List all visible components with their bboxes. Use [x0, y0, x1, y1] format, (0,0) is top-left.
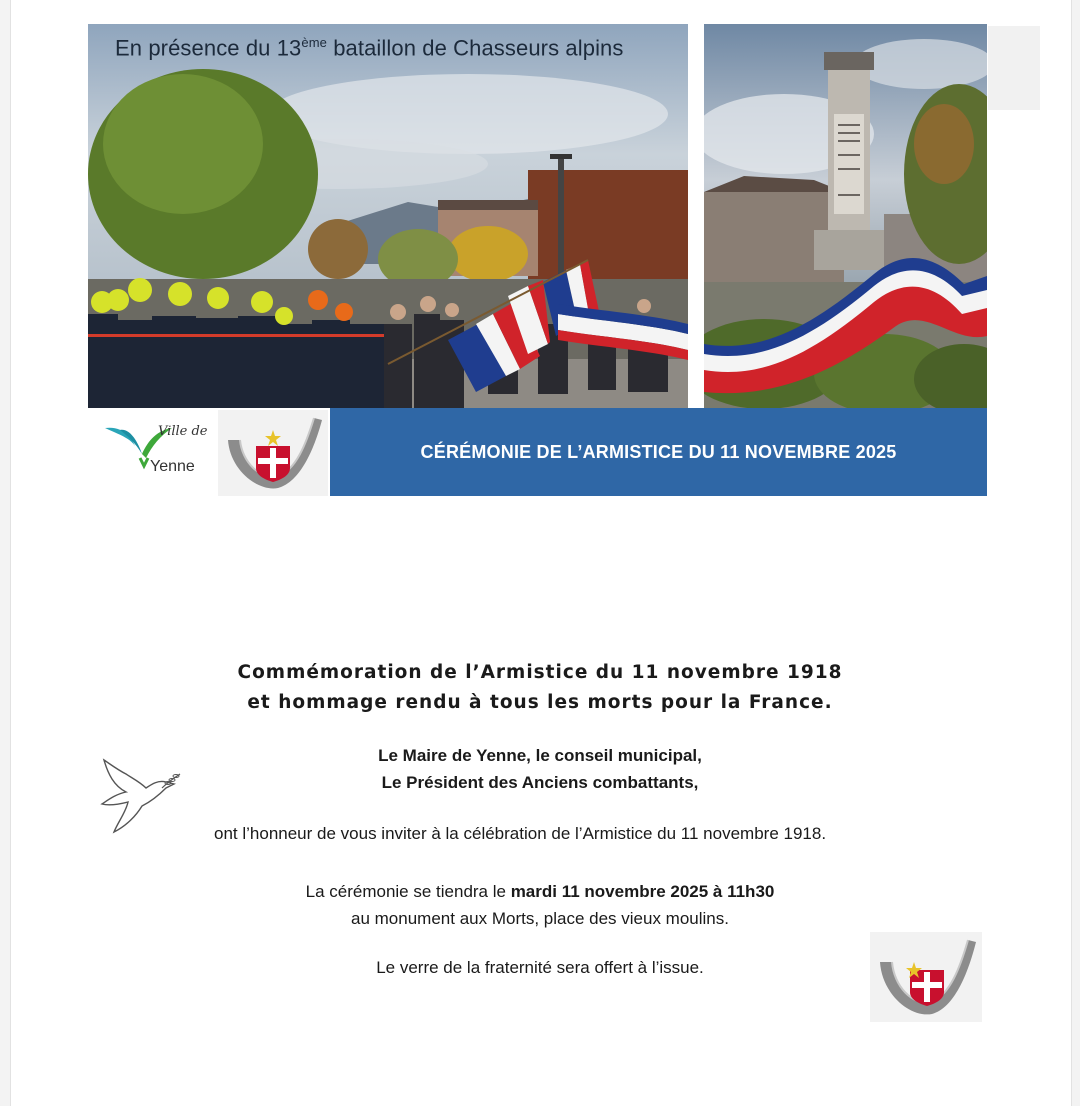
invitation-text: ont l’honneur de vous inviter à la célébration de l’Armistice du 11 novembre 1918. — [214, 824, 827, 843]
banner-title: CÉRÉMONIE DE L’ARMISTICE DU 11 NOVEMBRE 2025 — [420, 441, 897, 462]
host-line-1: Le Maire de Yenne, le conseil municipal, — [378, 746, 702, 765]
ceremony-photo — [88, 24, 688, 408]
caption-prefix: En présence du 13 — [115, 35, 302, 61]
dove-icon — [96, 752, 186, 842]
details-line-1 — [0, 878, 1080, 905]
caption-superscript: ème — [301, 35, 327, 50]
monument-photo — [704, 24, 987, 408]
ceremony-details — [0, 878, 1080, 932]
edge-strip — [988, 26, 1040, 110]
caption-suffix: bataillon de Chasseurs alpins — [326, 35, 624, 61]
chasseurs-alpins-horn-icon — [218, 410, 328, 496]
details-prefix: La cérémonie se tiendra le — [305, 882, 511, 901]
ceremony-banner — [330, 408, 987, 496]
details-date-time: mardi 11 novembre 2025 à 11h30 — [510, 882, 775, 901]
chasseurs-alpins-horn-icon-bottom — [870, 932, 982, 1022]
photo-caption — [115, 35, 624, 61]
commemoration-heading — [0, 658, 1080, 718]
details-location: au monument aux Morts, place des vieux moulins. — [351, 909, 729, 928]
heading-line-1: Commémoration de l’Armistice du 11 novembre 1918 — [237, 662, 843, 683]
host-line-2: Le Président des Anciens combattants, — [381, 773, 699, 792]
closing-text: Le verre de la fraternité sera offert à l’issue. — [376, 958, 704, 977]
logo-yenne-name: Yenne — [150, 458, 195, 475]
heading-line-2: et hommage rendu à tous les morts pour la France. — [247, 692, 833, 713]
logo-ville-de: Ville de — [158, 424, 208, 439]
